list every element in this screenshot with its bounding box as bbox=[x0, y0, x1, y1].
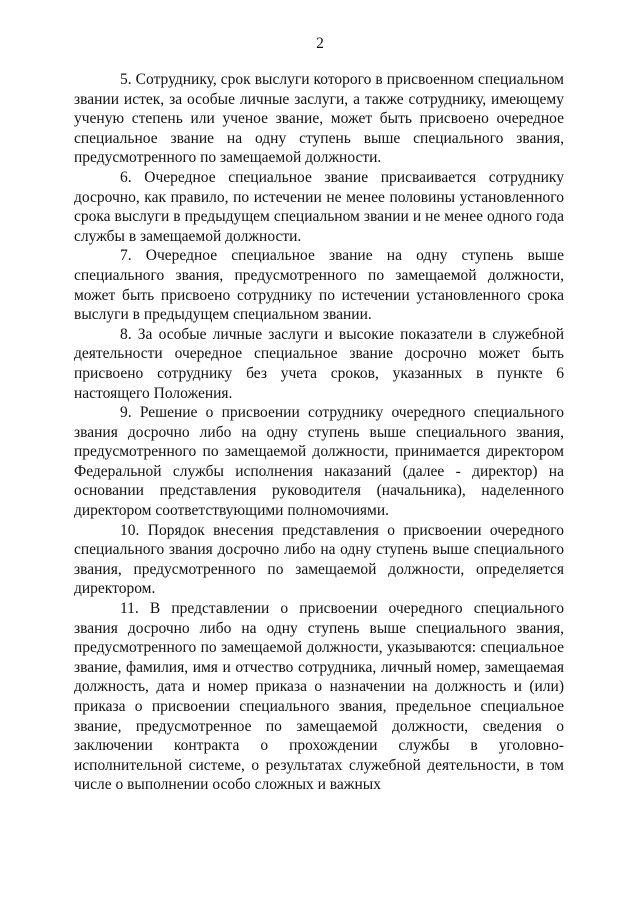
paragraph-8: 8. За особые личные заслуги и высокие показатели в служебной деятельности очередное специальное звание досрочно может быть присвоено сотруднику без учета сроков, указанных в пункте 6 настоящего Положения. bbox=[74, 325, 564, 402]
paragraph-10: 10. Порядок внесения представления о присвоении очередного специального звания досрочно либо на одну ступень выше специального звания, предусмотренного по замещаемой должности, определяется директором. bbox=[74, 521, 564, 598]
paragraph-11: 11. В представлении о присвоении очередного специального звания досрочно либо на одну ступень выше специального звания, предусмотренного по замещаемой должности, указываются: специальное звание, фамилия, имя и отчество сотрудника, личный номер, замещаемая должность, дата и номер приказа о назначении на должность и (или) приказа о присвоении специального звания, предельное специальное звание, предусмотренное по замещаемой должности, сведения о заключении контракта о прохождении службы в уголовно-исполнительной системе, о результатах служебной деятельности, в том числе о выполнении особо сложных и важных bbox=[74, 600, 564, 794]
paragraph-6: 6. Очередное специальное звание присваивается сотруднику досрочно, как правило, по истечении не менее половины установленного срока выслуги в предыдущем специальном звании и не менее одного года службы в замещаемой должности. bbox=[74, 168, 564, 245]
page-number: 2 bbox=[316, 35, 324, 52]
paragraph-9: 9. Решение о присвоении сотруднику очередного специального звания досрочно либо на одну ступень выше специального звания, предусмотренного по замещаемой должности, принимается директором Федеральной службы исполнения наказаний (далее - директор) на основании представления руководителя (начальника), наделенного директором соответствующими полномочиями. bbox=[74, 404, 564, 520]
document-body bbox=[74, 70, 564, 795]
paragraph-7: 7. Очередное специальное звание на одну ступень выше специального звания, предусмотренного по замещаемой должности, может быть присвоено сотруднику по истечении установленного срока выслуги в предыдущем специальном звании. bbox=[74, 247, 564, 324]
paragraph-5: 5. Сотруднику, срок выслуги которого в присвоенном специальном звании истек, за особые личные заслуги, а также сотруднику, имеющему ученую степень или ученое звание, может быть присвоено очередное специальное звание на одну ступень выше специального звания, предусмотренного по замещаемой должности. bbox=[74, 71, 564, 167]
